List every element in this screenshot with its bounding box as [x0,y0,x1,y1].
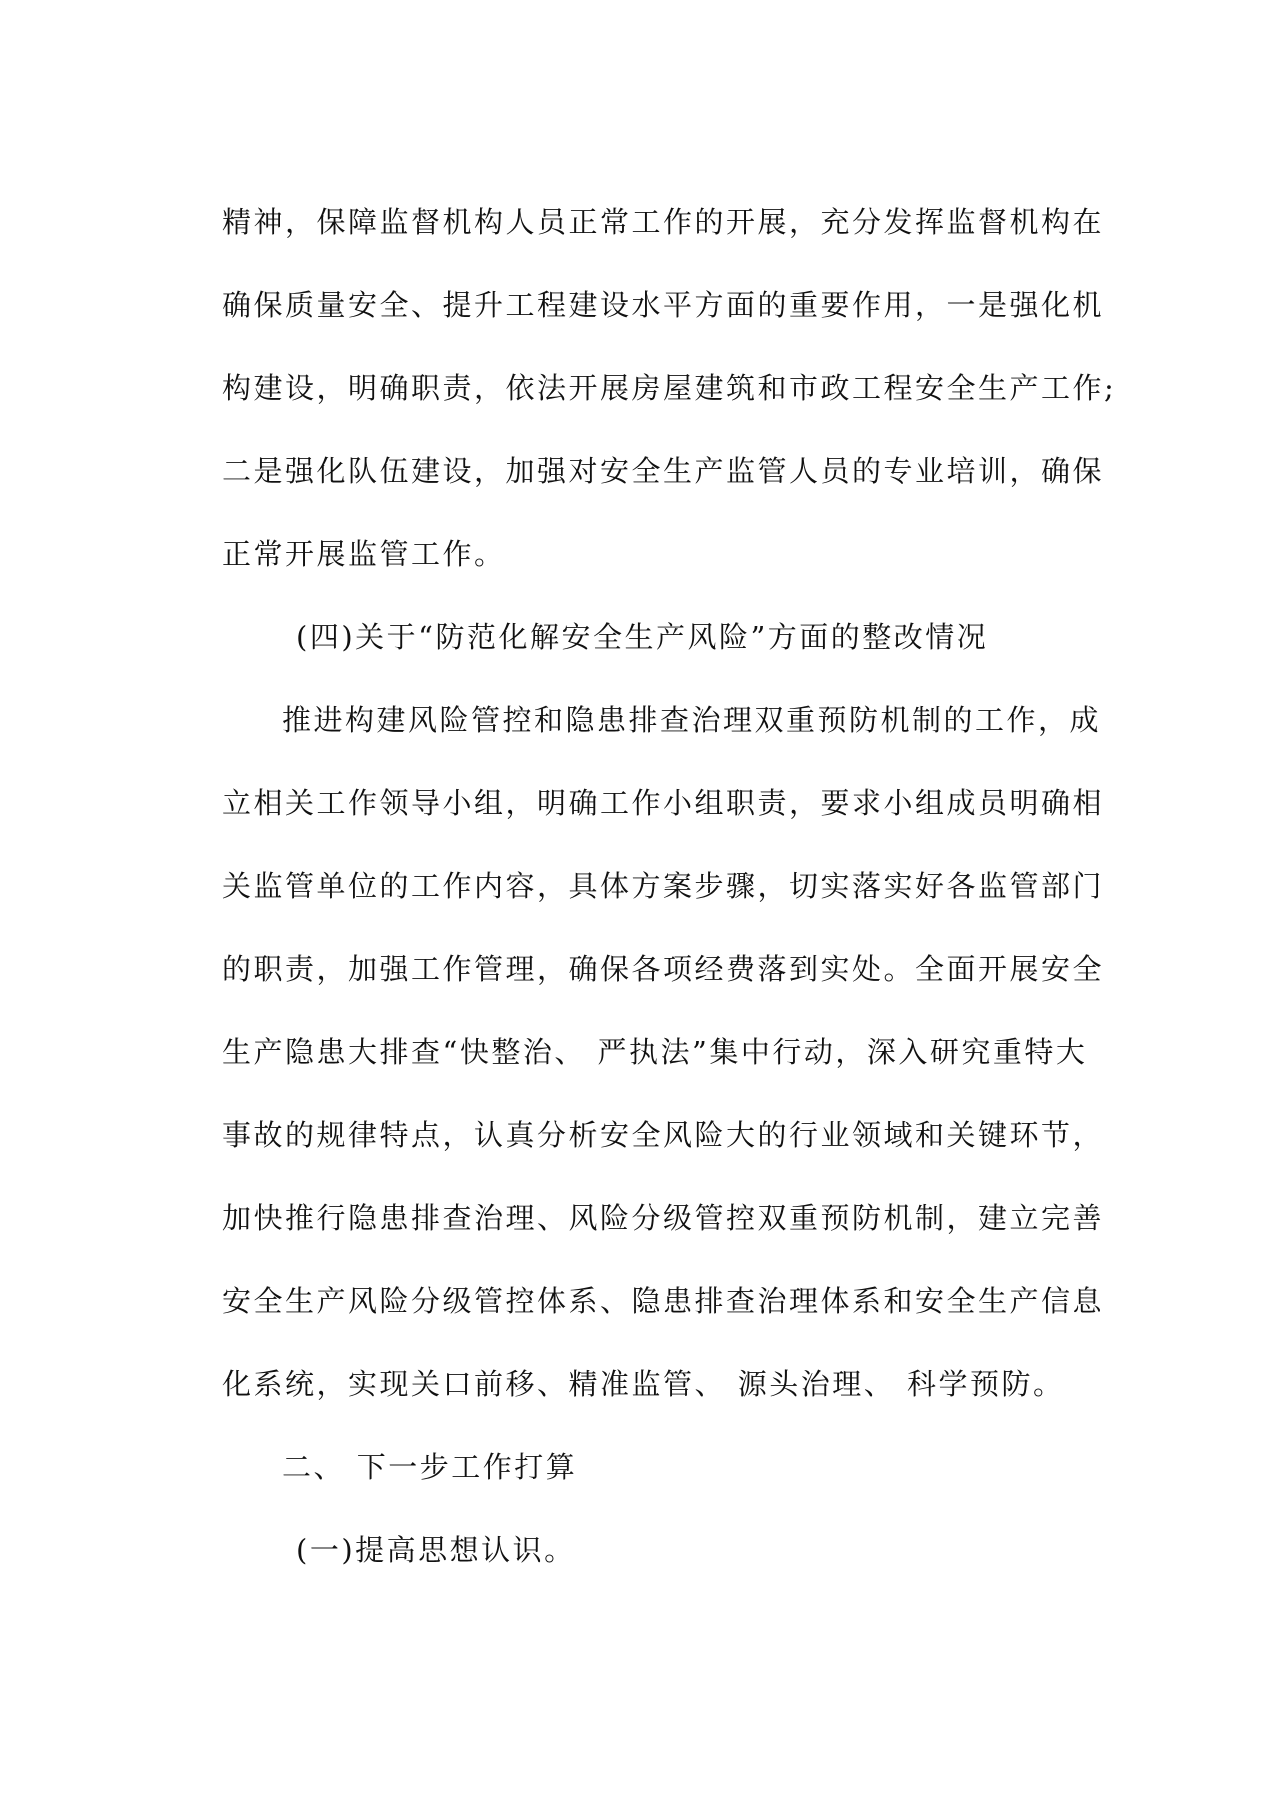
paragraph-line: 立相关工作领导小组，明确工作小组职责，要求小组成员明确相 [222,786,1105,820]
paragraph-line: 的职责，加强工作管理，确保各项经费落到实处。全面开展安全 [222,952,1105,986]
paragraph-line: 正常开展监管工作。 [222,537,506,571]
paragraph-line: 生产隐患大排查“快整治、 严执法”集中行动，深入研究重特大 [222,1035,1088,1069]
paragraph-line: 加快推行隐患排查治理、风险分级管控双重预防机制，建立完善 [222,1201,1105,1235]
paragraph-line: 事故的规律特点，认真分析安全风险大的行业领域和关键环节， [222,1118,1105,1152]
paragraph-line: 安全生产风险分级管控体系、隐患排查治理体系和安全生产信息 [222,1284,1105,1318]
section-heading-4: (四)关于“防范化解安全生产风险”方面的整改情况 [296,620,989,654]
paragraph-line: 化系统，实现关口前移、精准监管、 源头治理、 科学预防。 [222,1367,1065,1401]
paragraph-line: 二是强化队伍建设，加强对安全生产监管人员的专业培训，确保 [222,454,1105,488]
paragraph-line: 确保质量安全、提升工程建设水平方面的重要作用，一是强化机 [222,288,1105,322]
paragraph-line: 构建设，明确职责，依法开展房屋建筑和市政工程安全生产工作; [222,371,1117,405]
paragraph-line: 关监管单位的工作内容，具体方案步骤，切实落实好各监管部门 [222,869,1105,903]
section-heading-2: 二、 下一步工作打算 [282,1450,578,1484]
paragraph-line: 推进构建风险管控和隐患排查治理双重预防机制的工作，成 [282,703,1102,737]
sub-heading-1: (一)提高思想认识。 [296,1533,576,1567]
paragraph-line: 精神，保障监督机构人员正常工作的开展，充分发挥监督机构在 [222,205,1105,239]
